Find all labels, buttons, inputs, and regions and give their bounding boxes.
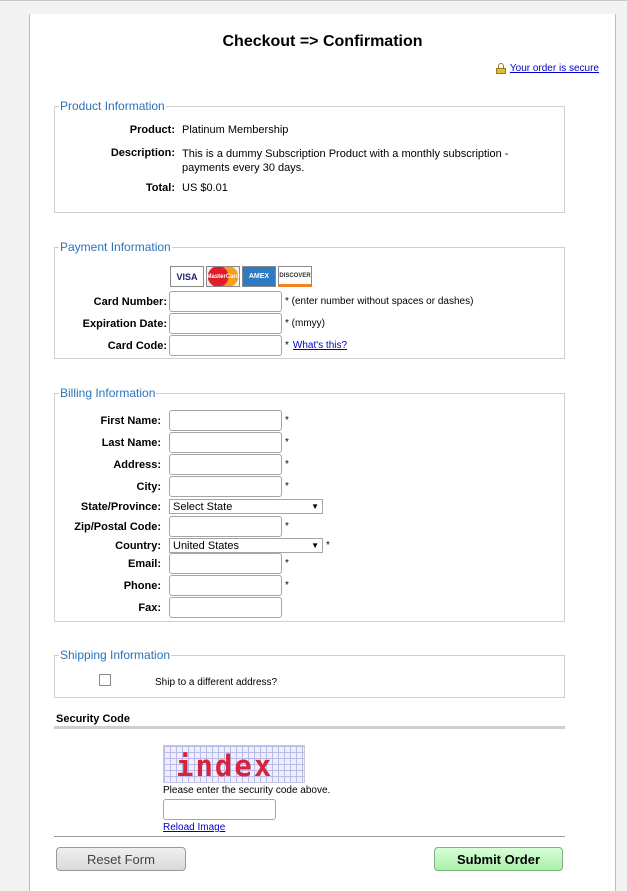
email-required: *: [285, 558, 289, 569]
total-value: US $0.01: [182, 182, 228, 194]
total-label: Total:: [145, 182, 175, 194]
product-information-section: [54, 99, 565, 213]
zip-postal-code-input[interactable]: [169, 516, 282, 537]
reload-image-link[interactable]: Reload Image: [163, 822, 226, 833]
whats-this-link[interactable]: What's this?: [292, 340, 348, 351]
address-input[interactable]: [169, 454, 282, 475]
billing-information-legend: Billing Information: [60, 386, 156, 400]
phone-label: Phone:: [123, 579, 161, 592]
chevron-down-icon: ▼: [311, 541, 319, 550]
payment-information-section: [54, 240, 565, 359]
product-information-legend: Product Information: [60, 99, 165, 113]
ship-different-address-checkbox[interactable]: [99, 674, 111, 686]
address-required: *: [285, 459, 289, 470]
country-select[interactable]: [169, 538, 323, 553]
state-province-label: State/Province:: [80, 500, 161, 513]
secure-order-link[interactable]: Your order is secure: [509, 63, 599, 74]
zip-required: *: [285, 521, 289, 532]
expiration-date-label: Expiration Date:: [82, 317, 167, 330]
buttons-divider: [54, 836, 565, 837]
card-code-input[interactable]: [169, 335, 282, 356]
captcha-text: index: [176, 749, 274, 783]
discover-card-icon: DISCOVER: [278, 266, 312, 287]
product-label: Product:: [129, 124, 175, 136]
first-name-required: *: [285, 415, 289, 426]
security-code-instruction: Please enter the security code above.: [163, 785, 331, 796]
checkout-page: [29, 14, 616, 891]
fax-label: Fax:: [138, 601, 161, 614]
zip-postal-code-label: Zip/Postal Code:: [74, 520, 161, 533]
lock-icon: [496, 63, 506, 74]
address-label: Address:: [113, 458, 161, 471]
country-value: United States: [173, 539, 240, 552]
country-label: Country:: [115, 539, 161, 552]
card-code-required: *: [285, 340, 289, 351]
shipping-information-legend: Shipping Information: [60, 648, 171, 662]
visa-card-icon: VISA: [170, 266, 204, 287]
city-input[interactable]: [169, 476, 282, 497]
billing-information-section: [54, 386, 565, 622]
payment-information-legend: Payment Information: [60, 240, 171, 254]
security-code-heading: Security Code: [56, 713, 130, 725]
mastercard-icon: MasterCard: [206, 266, 240, 287]
card-code-label: Card Code:: [107, 339, 167, 352]
shipping-information-section: [54, 648, 565, 698]
card-number-hint: * (enter number without spaces or dashes): [285, 296, 474, 307]
amex-card-icon: AMEX: [242, 266, 276, 287]
phone-required: *: [285, 580, 289, 591]
email-input[interactable]: [169, 553, 282, 574]
description-label: Description:: [110, 147, 175, 159]
ship-different-address-label: Ship to a different address?: [155, 677, 278, 688]
submit-order-button[interactable]: Submit Order: [434, 847, 563, 871]
secure-notice: [496, 63, 599, 74]
first-name-label: First Name:: [100, 414, 161, 427]
country-required: *: [326, 540, 330, 551]
reset-form-button[interactable]: Reset Form: [56, 847, 186, 871]
card-number-input[interactable]: [169, 291, 282, 312]
city-required: *: [285, 481, 289, 492]
security-code-input[interactable]: [163, 799, 276, 820]
email-label: Email:: [127, 557, 161, 570]
product-value: Platinum Membership: [182, 124, 289, 136]
phone-input[interactable]: [169, 575, 282, 596]
last-name-input[interactable]: [169, 432, 282, 453]
description-value: This is a dummy Subscription Product with a monthly subscription - payments every 30 days.: [182, 148, 509, 174]
state-province-value: Select State: [173, 500, 233, 513]
city-label: City:: [136, 480, 161, 493]
last-name-required: *: [285, 437, 289, 448]
security-code-divider: [54, 726, 565, 729]
expiration-date-hint: * (mmyy): [285, 318, 325, 329]
state-province-select[interactable]: [169, 499, 323, 514]
card-number-label: Card Number:: [93, 295, 167, 308]
expiration-date-input[interactable]: [169, 313, 282, 334]
top-border: [0, 0, 627, 1]
first-name-input[interactable]: [169, 410, 282, 431]
fax-input[interactable]: [169, 597, 282, 618]
page-title: Checkout => Confirmation: [222, 33, 423, 50]
captcha-image: [163, 745, 305, 783]
chevron-down-icon: ▼: [311, 502, 319, 511]
last-name-label: Last Name:: [101, 436, 161, 449]
